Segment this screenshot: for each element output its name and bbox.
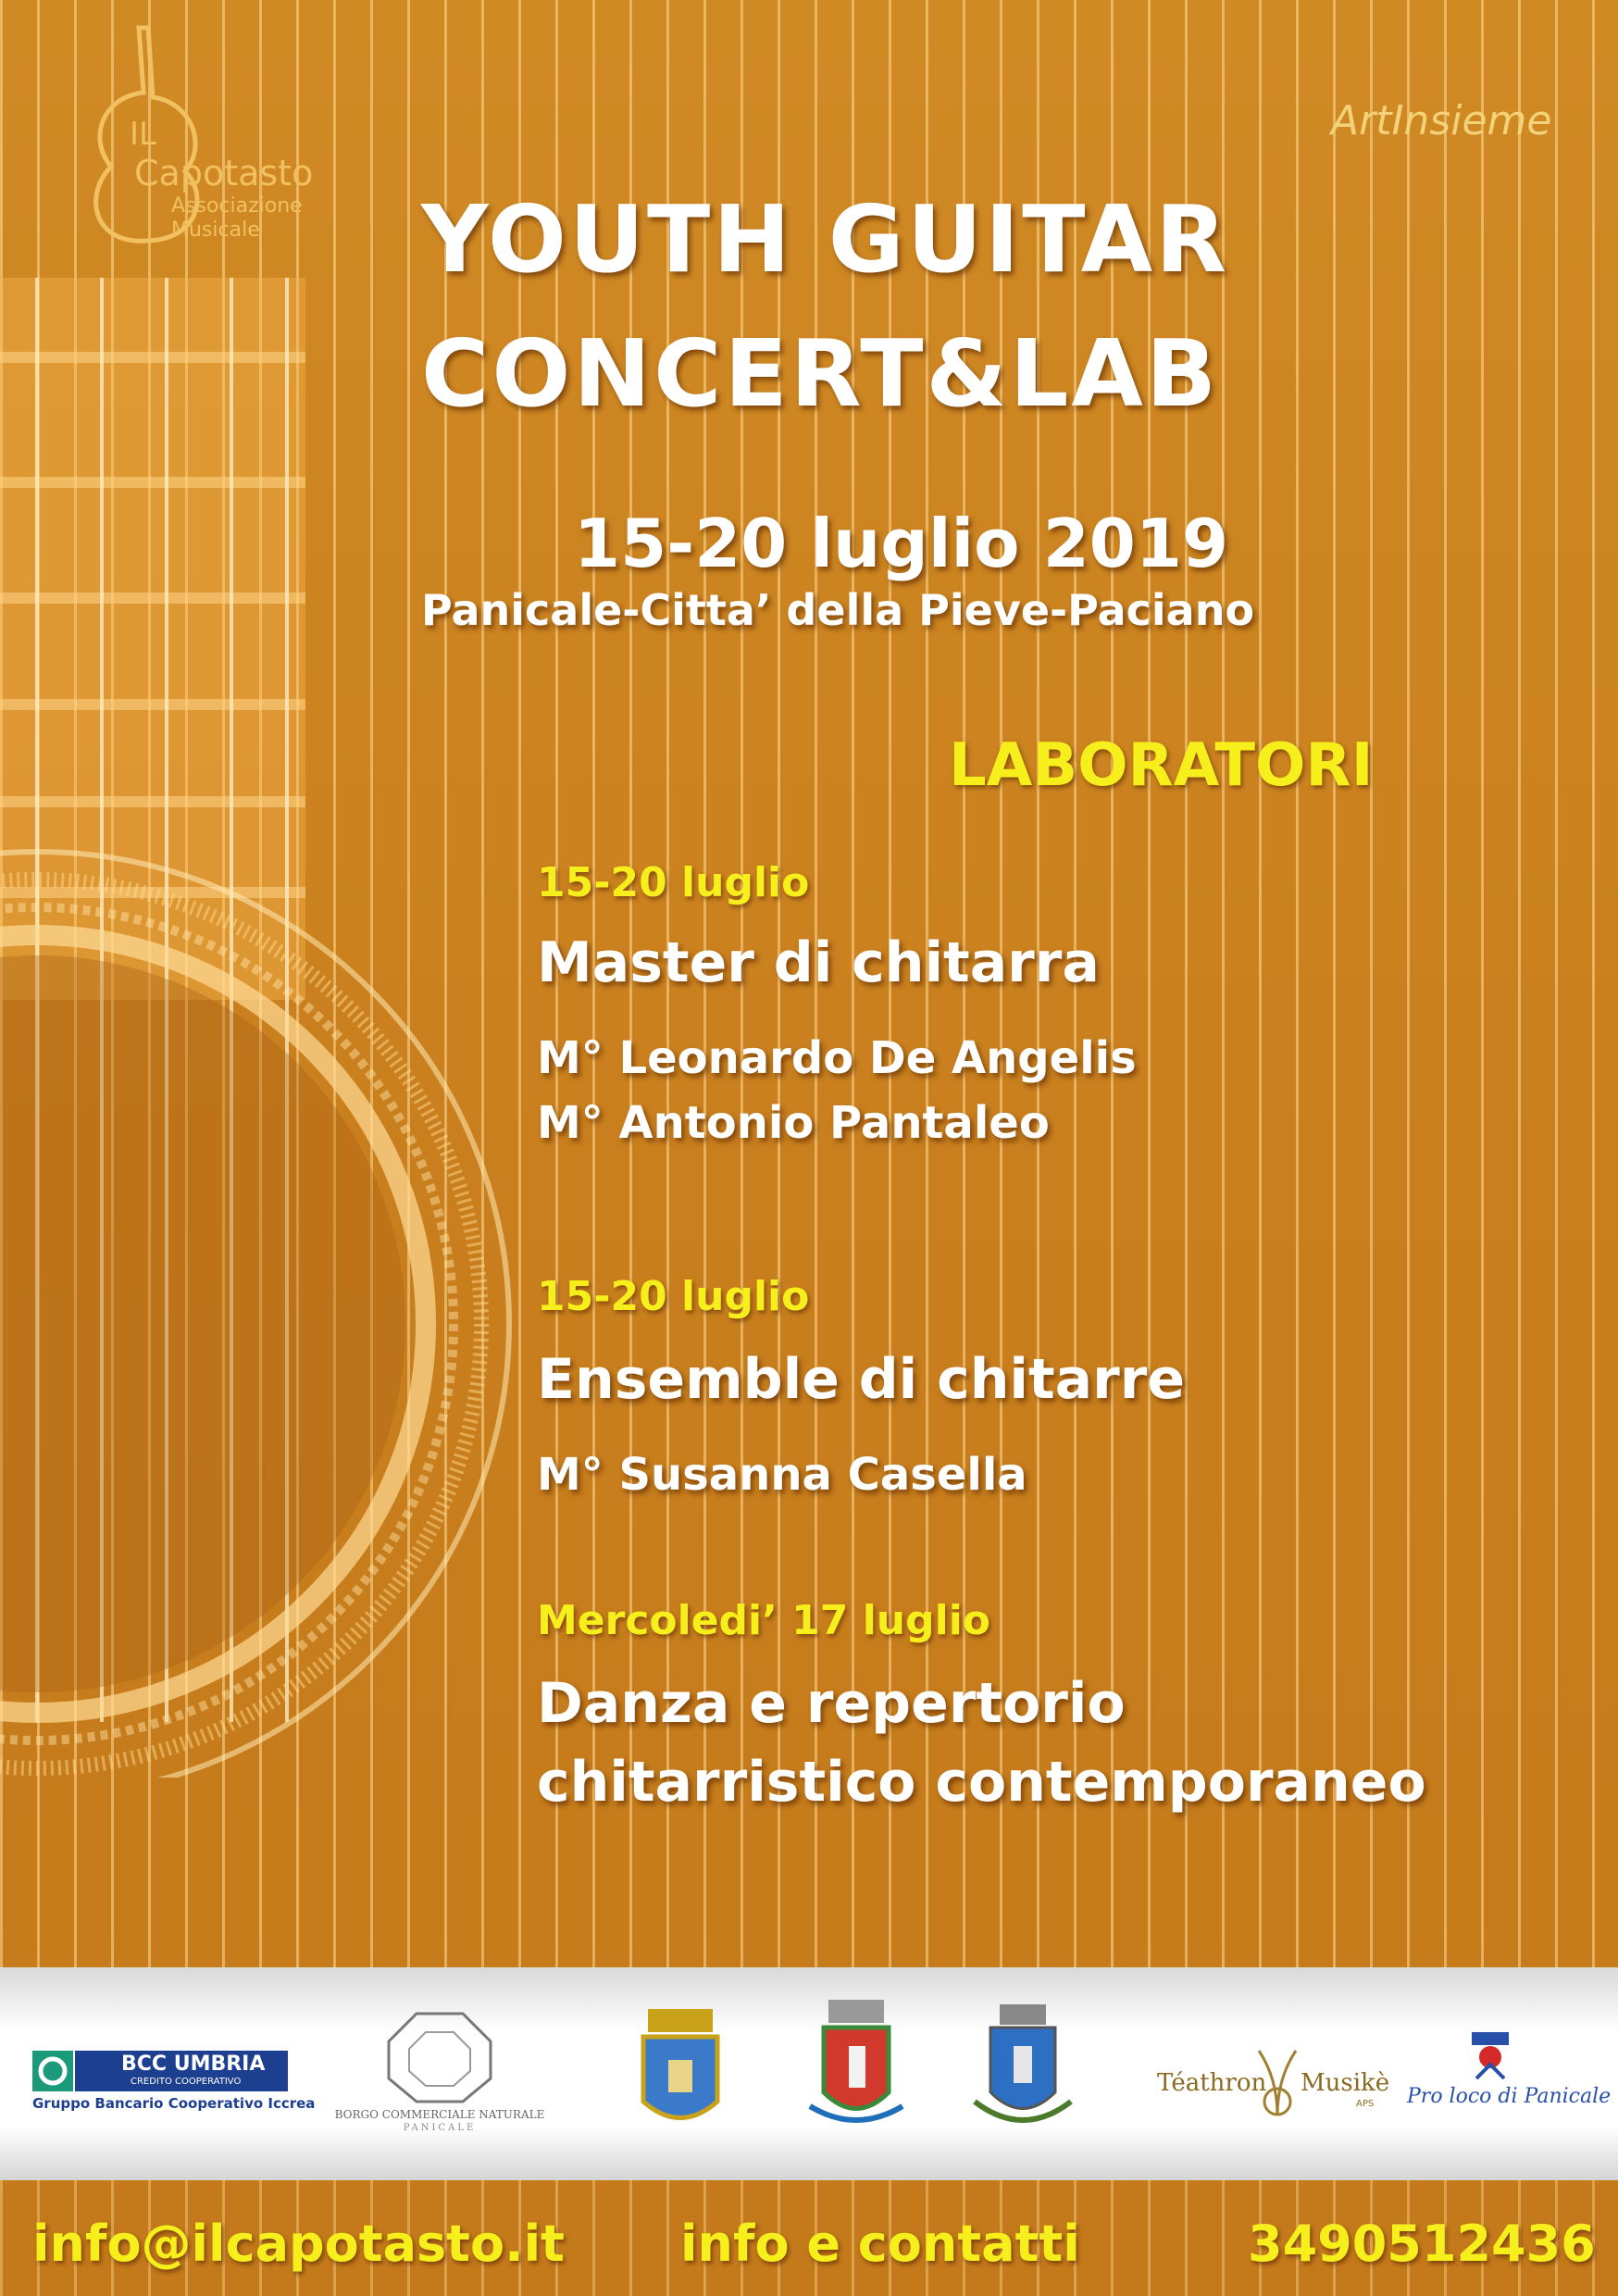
teathron-suffix: APS [1356,2099,1375,2109]
logo-musicale: Musicale [171,218,260,242]
municipal-crest-1-icon [629,2000,731,2139]
borgo-commerciale-logo [333,2004,546,2143]
lab-3-date: Mercoledi’ 17 luglio [537,1597,991,1644]
borgo-line-1: BORGO COMMERCIALE NATURALE [334,2108,545,2121]
capotasto-logo [37,19,315,250]
section-heading-laboratori: LABORATORI [949,731,1374,800]
bcc-name: BCC UMBRIA [121,2053,266,2076]
footer-info-label: info e contatti [680,2215,1080,2273]
teathron-name: Téathron [1157,2069,1267,2097]
bcc-sub: CREDITO COOPERATIVO [131,2077,242,2087]
event-dates: 15-20 luglio 2019 [574,505,1229,582]
proloco-panicale-logo [1407,2028,1612,2120]
bcc-group: Gruppo Bancario Cooperativo Iccrea [32,2095,316,2112]
borgo-octagon-icon [380,2004,500,2106]
title-line-2: CONCERT&LAB [421,319,1220,428]
teathron-lyre-icon [1250,2041,1305,2125]
title-line-1: YOUTH GUITAR [421,185,1230,293]
guitar-soundhole-illustration [0,278,518,1778]
lab-2-teacher-1: M° Susanna Casella [537,1449,1027,1501]
teathron-name-2: Musikè [1301,2069,1390,2097]
lab-3-title-line-2: chitarristico contemporaneo [537,1750,1426,1815]
teathron-musike-logo [1157,2041,1388,2125]
event-places: Panicale-Citta’ della Pieve-Paciano [421,585,1255,635]
municipal-crest-3-icon [967,2000,1078,2139]
logo-capotasto: Capotasto [134,153,314,193]
municipal-crest-2-icon [801,1995,912,2143]
lab-1-title: Master di chitarra [537,930,1100,995]
bcc-emblem-icon [32,2051,73,2091]
lab-1-teacher-2: M° Antonio Pantaleo [537,1097,1050,1149]
lab-2-title: Ensemble di chitarre [537,1347,1186,1412]
proloco-name: Pro loco di Panicale [1407,2085,1612,2108]
artinsieme-logo-text: ArtInsieme [1331,97,1552,144]
logo-associazione: Associazione [171,194,303,218]
bcc-banner [75,2051,288,2091]
footer-email[interactable]: info@ilcapotasto.it [32,2215,565,2273]
proloco-figure-icon [1462,2028,1518,2083]
borgo-line-2: PANICALE [403,2123,477,2133]
logo-il: IL [130,116,156,153]
lab-2-date: 15-20 luglio [537,1273,810,1320]
lab-1-teacher-1: M° Leonardo De Angelis [537,1032,1137,1084]
lab-1-date: 15-20 luglio [537,859,810,906]
lab-3-title-line-1: Danza e repertorio [537,1671,1126,1736]
footer-phone[interactable]: 3490512436 [1248,2215,1596,2273]
